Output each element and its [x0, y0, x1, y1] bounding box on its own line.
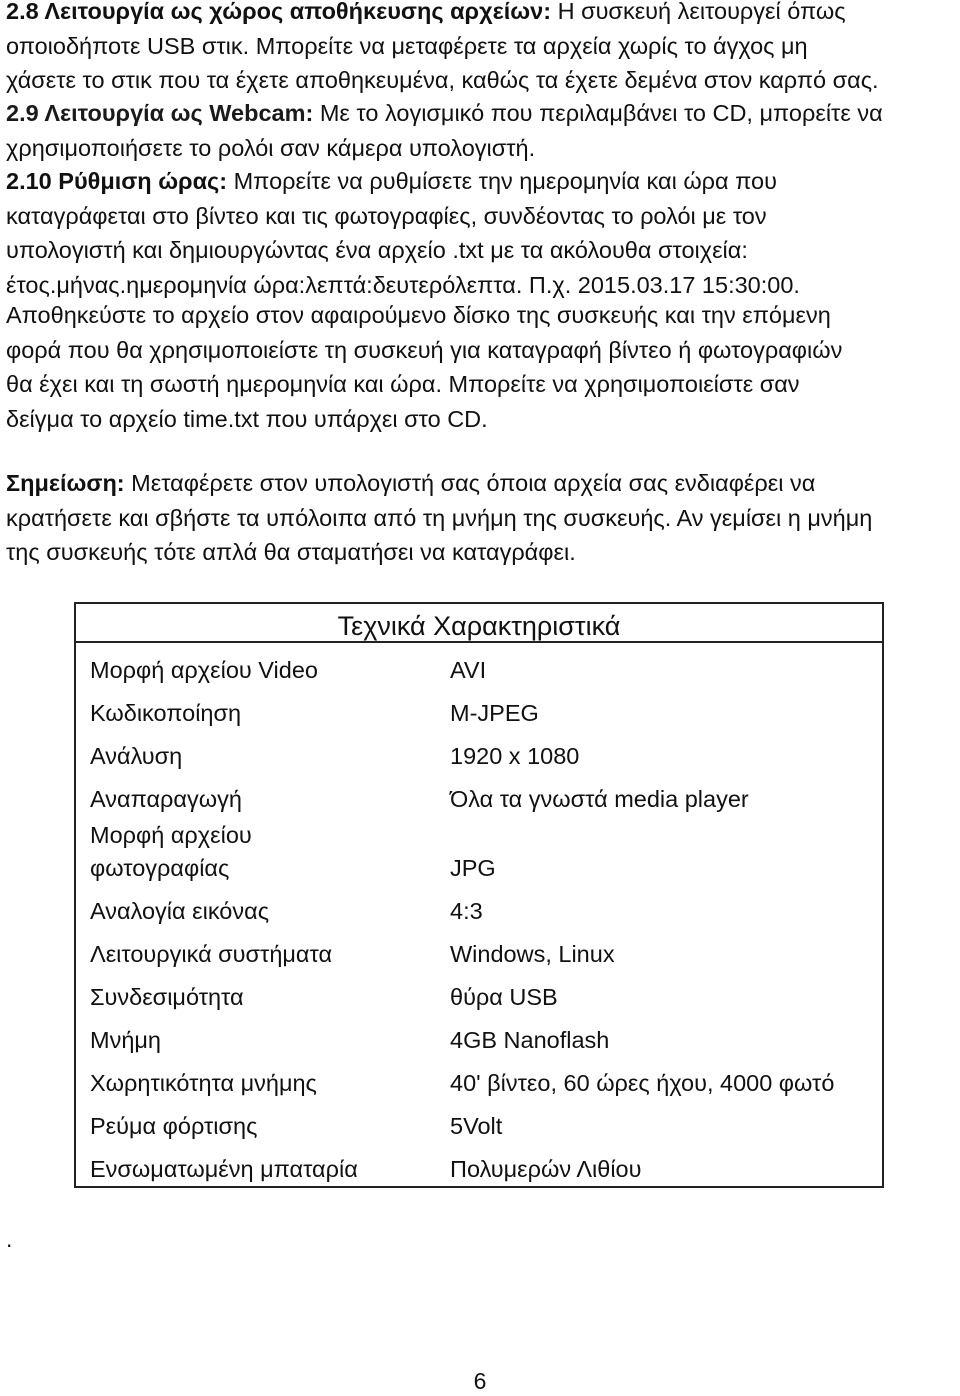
section-text: της συσκευής τότε απλά θα σταματήσει να καταγράφει.	[6, 539, 576, 565]
section-2-10	[6, 164, 800, 302]
spec-value: M-JPEG	[450, 700, 539, 726]
specs-title-box	[74, 602, 884, 643]
section-heading: 2.8 Λειτουργία ως χώρος αποθήκευσης αρχείων:	[6, 0, 552, 24]
spec-value: AVI	[450, 657, 487, 683]
note-paragraph	[6, 466, 872, 570]
spec-key: Ανάλυση	[90, 743, 183, 769]
section-text: δείγμα το αρχείο time.txt που υπάρχει στο CD.	[6, 405, 488, 432]
spec-key: Μορφή αρχείου	[90, 822, 252, 848]
spec-key: Αναλογία εικόνας	[90, 898, 270, 924]
spec-key: Μνήμη	[90, 1027, 162, 1053]
spec-value: θύρα USB	[450, 984, 558, 1010]
spec-key: Μορφή αρχείου Video	[90, 657, 318, 683]
section-text: Η συσκευή λειτουργεί όπως	[557, 0, 846, 24]
spec-key-continued: φωτογραφίας	[90, 855, 230, 881]
section-text: Με το λογισμικό που περιλαμβάνει το CD, μπορείτε να	[319, 100, 883, 126]
section-text: χρησιμοποιήσετε το ρολόι σαν κάμερα υπολογιστή.	[6, 134, 536, 161]
spec-value: Όλα τα γνωστά media player	[450, 786, 749, 812]
section-text: Μπορείτε να ρυθμίσετε την ημερομηνία και ώρα που	[233, 168, 777, 194]
section-text: θα έχει και τη σωστή ημερομηνία και ώρα. Μπορείτε να χρησιμοποιείστε σαν	[6, 371, 800, 397]
specs-title: Τεχνικά Χαρακτηριστικά	[337, 611, 621, 641]
spec-value: JPG	[450, 855, 496, 881]
section-text: φορά που θα χρησιμοποιείστε τη συσκευή για καταγραφή βίντεο ή φωτογραφιών	[6, 336, 843, 363]
section-text: Μεταφέρετε στον υπολογιστή σας όποια αρχεία σας ενδιαφέρει να	[131, 470, 816, 496]
spec-value: 4GB Nanoflash	[450, 1027, 610, 1053]
save-instructions	[6, 298, 842, 436]
section-text: καταγράφεται στο βίντεο και τις φωτογραφίες, συνδέοντας το ρολόι με τον	[6, 202, 767, 229]
section-text: χάσετε το στικ που τα έχετε αποθηκευμένα, καθώς τα έχετε δεμένα στον καρπό σας.	[6, 67, 879, 93]
spec-key: Ρεύμα φόρτισης	[90, 1113, 258, 1139]
spec-key: Λειτουργικά συστήματα	[90, 941, 333, 967]
note-heading: Σημείωση:	[6, 470, 125, 496]
section-text: κρατήσετε και σβήστε τα υπόλοιπα από τη μνήμη της συσκευής. Αν γεμίσει η μνήμη	[6, 504, 873, 531]
spec-value: 4:3	[450, 898, 483, 924]
section-text: οποιοδήποτε USB στικ. Μπορείτε να μεταφέρετε τα αρχεία χωρίς το άγχος μη	[6, 32, 808, 59]
spec-key: Κωδικοποίηση	[90, 700, 242, 726]
spec-value: 5Volt	[450, 1113, 503, 1139]
section-heading: 2.9 Λειτουργία ως Webcam:	[6, 100, 314, 126]
specs-table	[74, 643, 884, 1188]
spec-value: Windows, Linux	[450, 941, 615, 967]
spec-key: Αναπαραγωγή	[90, 786, 242, 812]
spec-value: 40' βίντεο, 60 ώρες ήχου, 4000 φωτό	[450, 1070, 835, 1096]
stray-dot: .	[6, 1226, 13, 1252]
section-text: έτος.μήνας.ημερομηνία ώρα:λεπτά:δευτερόλεπτα. Π.χ. 2015.03.17 15:30:00.	[6, 271, 800, 298]
spec-key: Ενσωματωμένη μπαταρία	[90, 1156, 358, 1182]
section-2-8	[6, 0, 879, 98]
spec-key: Χωρητικότητα μνήμης	[90, 1070, 317, 1096]
page-number: 6	[473, 1368, 487, 1394]
section-text: Αποθηκεύστε το αρχείο στον αφαιρούμενο δίσκο της συσκευής και την επόμενη	[6, 302, 831, 328]
section-text: υπολογιστή και δημιουργώντας ένα αρχείο .txt με τα ακόλουθα στοιχεία:	[6, 237, 748, 263]
spec-value: Πολυμερών Λιθίου	[450, 1156, 642, 1182]
section-heading: 2.10 Ρύθμιση ώρας:	[6, 168, 228, 194]
spec-value: 1920 x 1080	[450, 743, 580, 769]
section-2-9	[6, 96, 883, 165]
spec-key: Συνδεσιμότητα	[90, 984, 244, 1010]
